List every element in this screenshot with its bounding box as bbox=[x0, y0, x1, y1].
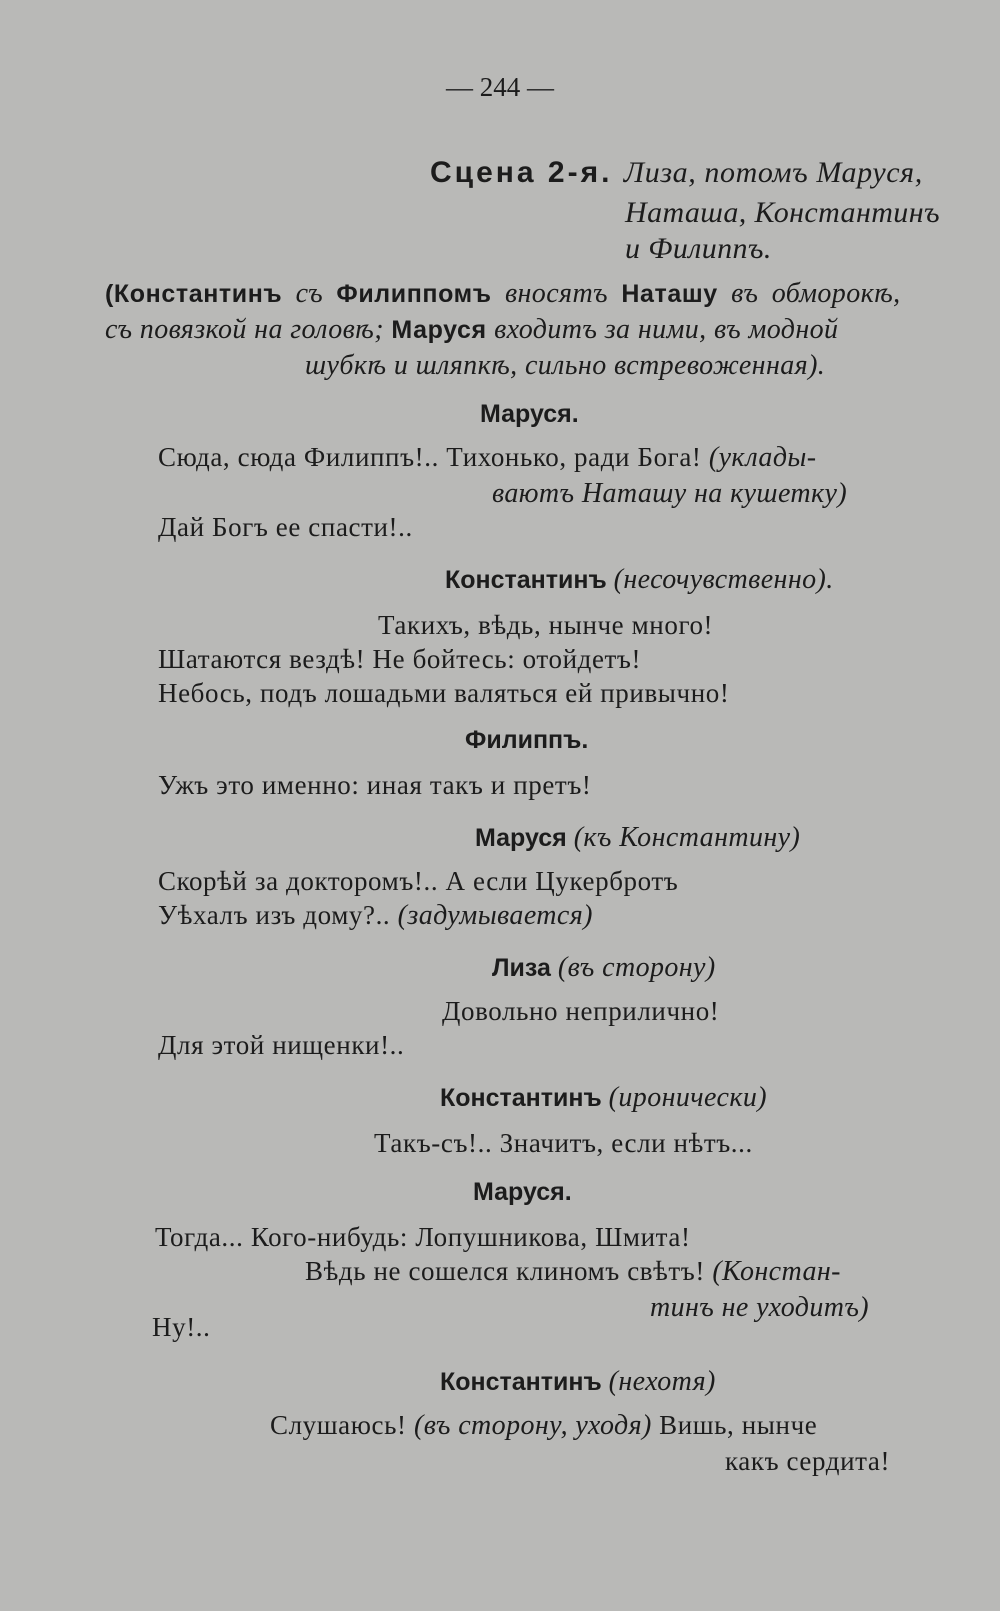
line-konstantin-1c: Небось, подъ лошадьми валяться ей привычно! bbox=[158, 678, 730, 708]
speaker-konstantin-2: Константинъ (иронически) bbox=[440, 1082, 767, 1113]
line-konstantin-3a: Слушаюсь! (въ сторону, уходя) Вишь, нынче bbox=[270, 1410, 818, 1441]
stage-direction-line1: (Константинъ съ Филиппомъ вносятъ Наташу въ обморокѣ, bbox=[105, 278, 901, 309]
speaker-marusia-1: Маруся. bbox=[480, 400, 579, 428]
speaker-marusia-2: Маруся (къ Константину) bbox=[475, 822, 801, 853]
scene-title bbox=[430, 158, 923, 188]
line-konstantin-1a: Такихъ, вѣдь, нынче много! bbox=[378, 610, 714, 640]
line-marusia-1a: Сюда, сюда Филиппъ!.. Тихонько, ради Бога! (уклады- bbox=[158, 442, 817, 473]
line-marusia-3b: Вѣдь не сошелся клиномъ свѣтъ! (Констан- bbox=[305, 1256, 841, 1287]
line-marusia-1c: Дай Богъ ее спасти!.. bbox=[158, 512, 413, 542]
speaker-konstantin-1: Константинъ (несочувственно). bbox=[445, 564, 834, 595]
scene-number: Сцена 2-я. bbox=[430, 156, 613, 189]
speaker-marusia-3: Маруся. bbox=[473, 1178, 572, 1206]
stage-direction-line2: съ повязкой на головѣ; Маруся входитъ за ними, въ модной bbox=[105, 314, 839, 345]
line-marusia-3c: тинъ не уходитъ) bbox=[650, 1292, 870, 1323]
scene-characters-line1: Лиза, потомъ Маруся, bbox=[623, 156, 923, 189]
line-filipp: Ужъ это именно: иная такъ и претъ! bbox=[158, 770, 592, 800]
speaker-konstantin-3: Константинъ (нехотя) bbox=[440, 1366, 716, 1397]
stage-direction-line3: шубкѣ и шляпкѣ, сильно встревоженная). bbox=[305, 350, 826, 381]
line-marusia-2a: Скорѣй за докторомъ!.. А если Цукербротъ bbox=[158, 866, 679, 896]
scene-characters-line3: и Филиппъ. bbox=[625, 232, 772, 265]
speaker-liza: Лиза (въ сторону) bbox=[492, 952, 716, 983]
line-konstantin-3b: какъ сердита! bbox=[725, 1446, 891, 1476]
line-marusia-3d: Ну!.. bbox=[152, 1312, 211, 1342]
line-marusia-1b: ваютъ Наташу на кушетку) bbox=[492, 478, 848, 509]
speaker-filipp: Филиппъ. bbox=[465, 726, 589, 754]
line-liza-b: Для этой нищенки!.. bbox=[158, 1030, 405, 1060]
line-liza-a: Довольно неприлично! bbox=[442, 996, 720, 1026]
scene-characters-line2: Наташа, Константинъ bbox=[625, 196, 940, 229]
page-number: — 244 — bbox=[446, 72, 554, 102]
line-marusia-2b: Уѣхалъ изъ дому?.. (задумывается) bbox=[158, 900, 593, 931]
line-konstantin-2: Такъ-съ!.. Значитъ, если нѣтъ... bbox=[374, 1128, 753, 1158]
line-marusia-3a: Тогда... Кого-нибудь: Лопушникова, Шмита! bbox=[155, 1222, 691, 1252]
line-konstantin-1b: Шатаются вездѣ! Не бойтесь: отойдетъ! bbox=[158, 644, 642, 674]
